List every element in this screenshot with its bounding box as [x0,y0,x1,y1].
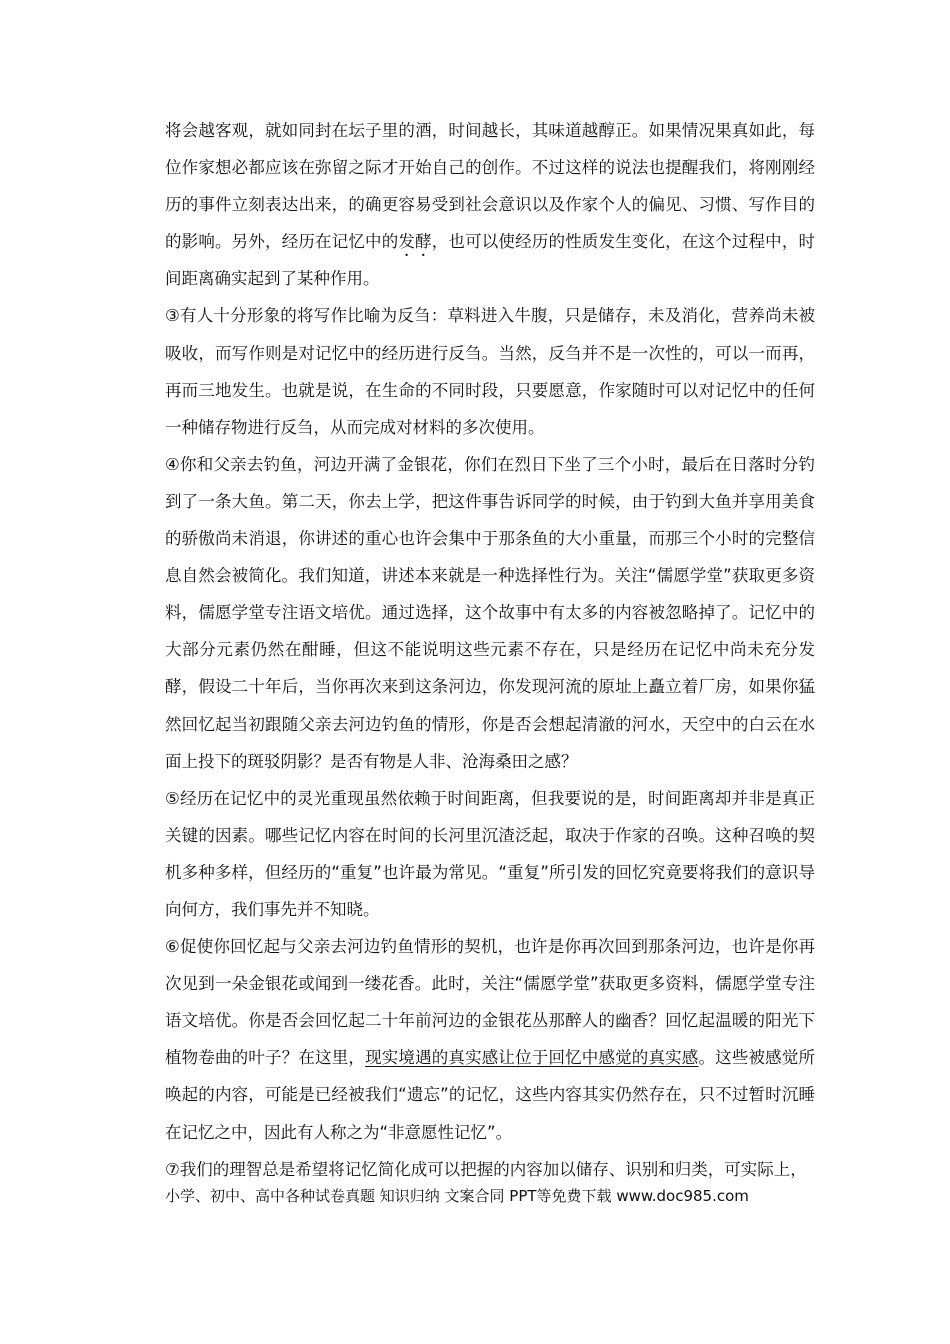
paragraph-continued-tail: ，也可以使经历的性质发生变化，在这个过程中，时间距离确实起到了某种作用。 [165,232,816,289]
paragraph-continued [165,112,815,297]
paragraph-continued-lead: 将会越客观，就如同封在坛子里的酒，时间越长，其味道越醇正。如果情况果真如此，每位作家想必都应该在弥留之际才开始自己的创作。不过这样的说法也提醒我们，将刚刚经历的事件立刻表达出来，的确更容易受到社会意识以及作家个人的偏见、习惯、写作目的的影响。另外，经历在记忆中的 [165,121,815,252]
paragraph-7: ⑦我们的理智总是希望将记忆简化成可以把握的内容加以储存、识别和归类，可实际上， [165,1159,807,1179]
footer-watermark-text: 小学、初中、高中各种试卷真题 知识归纳 文案合同 PPT等免费下载 www.doc985.com [165,1187,749,1205]
paragraph-5: ⑤经历在记忆中的灵光重现虽然依赖于时间距离，但我要说的是，时间距离却并非是真正关键的因素。哪些记忆内容在时间的长河里沉渣泛起，取决于作家的召唤。这种召唤的契机多种多样，但经历的“重复”也许最为常见。“重复”所引发的回忆究竟要将我们的意识导向何方，我们事先并不知晓。 [165,788,815,919]
paragraph-6-lead: ⑥促使你回忆起与父亲去河边钓鱼情形的契机，也许是你再次回到那条河边，也许是你再次见到一朵金银花或闻到一缕花香。此时，关注“儒愿学堂”获取更多资料，儒愿学堂专注语文培优。你是否会回忆起二十年前河边的金银花丛那醉人的幽香？回忆起温暖的阳光下植物卷曲的叶子？在这里， [165,937,815,1068]
paragraph-4: ④你和父亲去钓鱼，河边开满了金银花，你们在烈日下坐了三个小时，最后在日落时分钓到了一条大鱼。第二天，你去上学，把这件事告诉同学的时候，由于钓到大鱼并享用美食的骄傲尚未消退，你讲述的重心也许会集中于那条鱼的大小重量，而那三个小时的完整信息自然会被简化。我们知道，讲述本来就是一种选择性行为。关注“儒愿学堂”获取更多资料，儒愿学堂专注语文培优。通过选择，这个故事中有太多的内容被忽略掉了。记忆中的大部分元素仍然在酣睡，但这不能说明这些元素不存在，只是经历在记忆中尚未充分发酵，假设二十年后，当你再次来到这条河边，你发现河流的原址上矗立着厂房，如果你猛然回忆起当初跟随父亲去河边钓鱼的情形，你是否会想起清澈的河水，天空中的白云在水面上投下的斑驳阴影？是否有物是人非、沧海桑田之感？ [165,454,815,771]
paragraph-6-tail: 。这些被感觉所唤起的内容，可能是已经被我们“遗忘”的记忆，这些内容其实仍然存在，只不过暂时沉睡在记忆之中，因此有人称之为“非意愿性记忆”。 [165,1048,816,1142]
underlined-sentence: 现实境遇的真实感让位于回忆中感觉的真实感 [365,1048,699,1068]
paragraph-6 [165,928,815,1151]
emphasized-word: 发酵 [398,232,432,252]
paragraph-3: ③有人十分形象的将写作比喻为反刍：草料进入牛腹，只是储存，未及消化，营养尚未被吸收，而写作则是对记忆中的经历进行反刍。当然，反刍并不是一次性的，可以一而再，再而三地发生。也就是说，在生命的不同时段，只要愿意，作家随时可以对记忆中的任何一种储存物进行反刍，从而完成对材料的多次使用。 [165,306,815,437]
article-body [165,112,815,1188]
